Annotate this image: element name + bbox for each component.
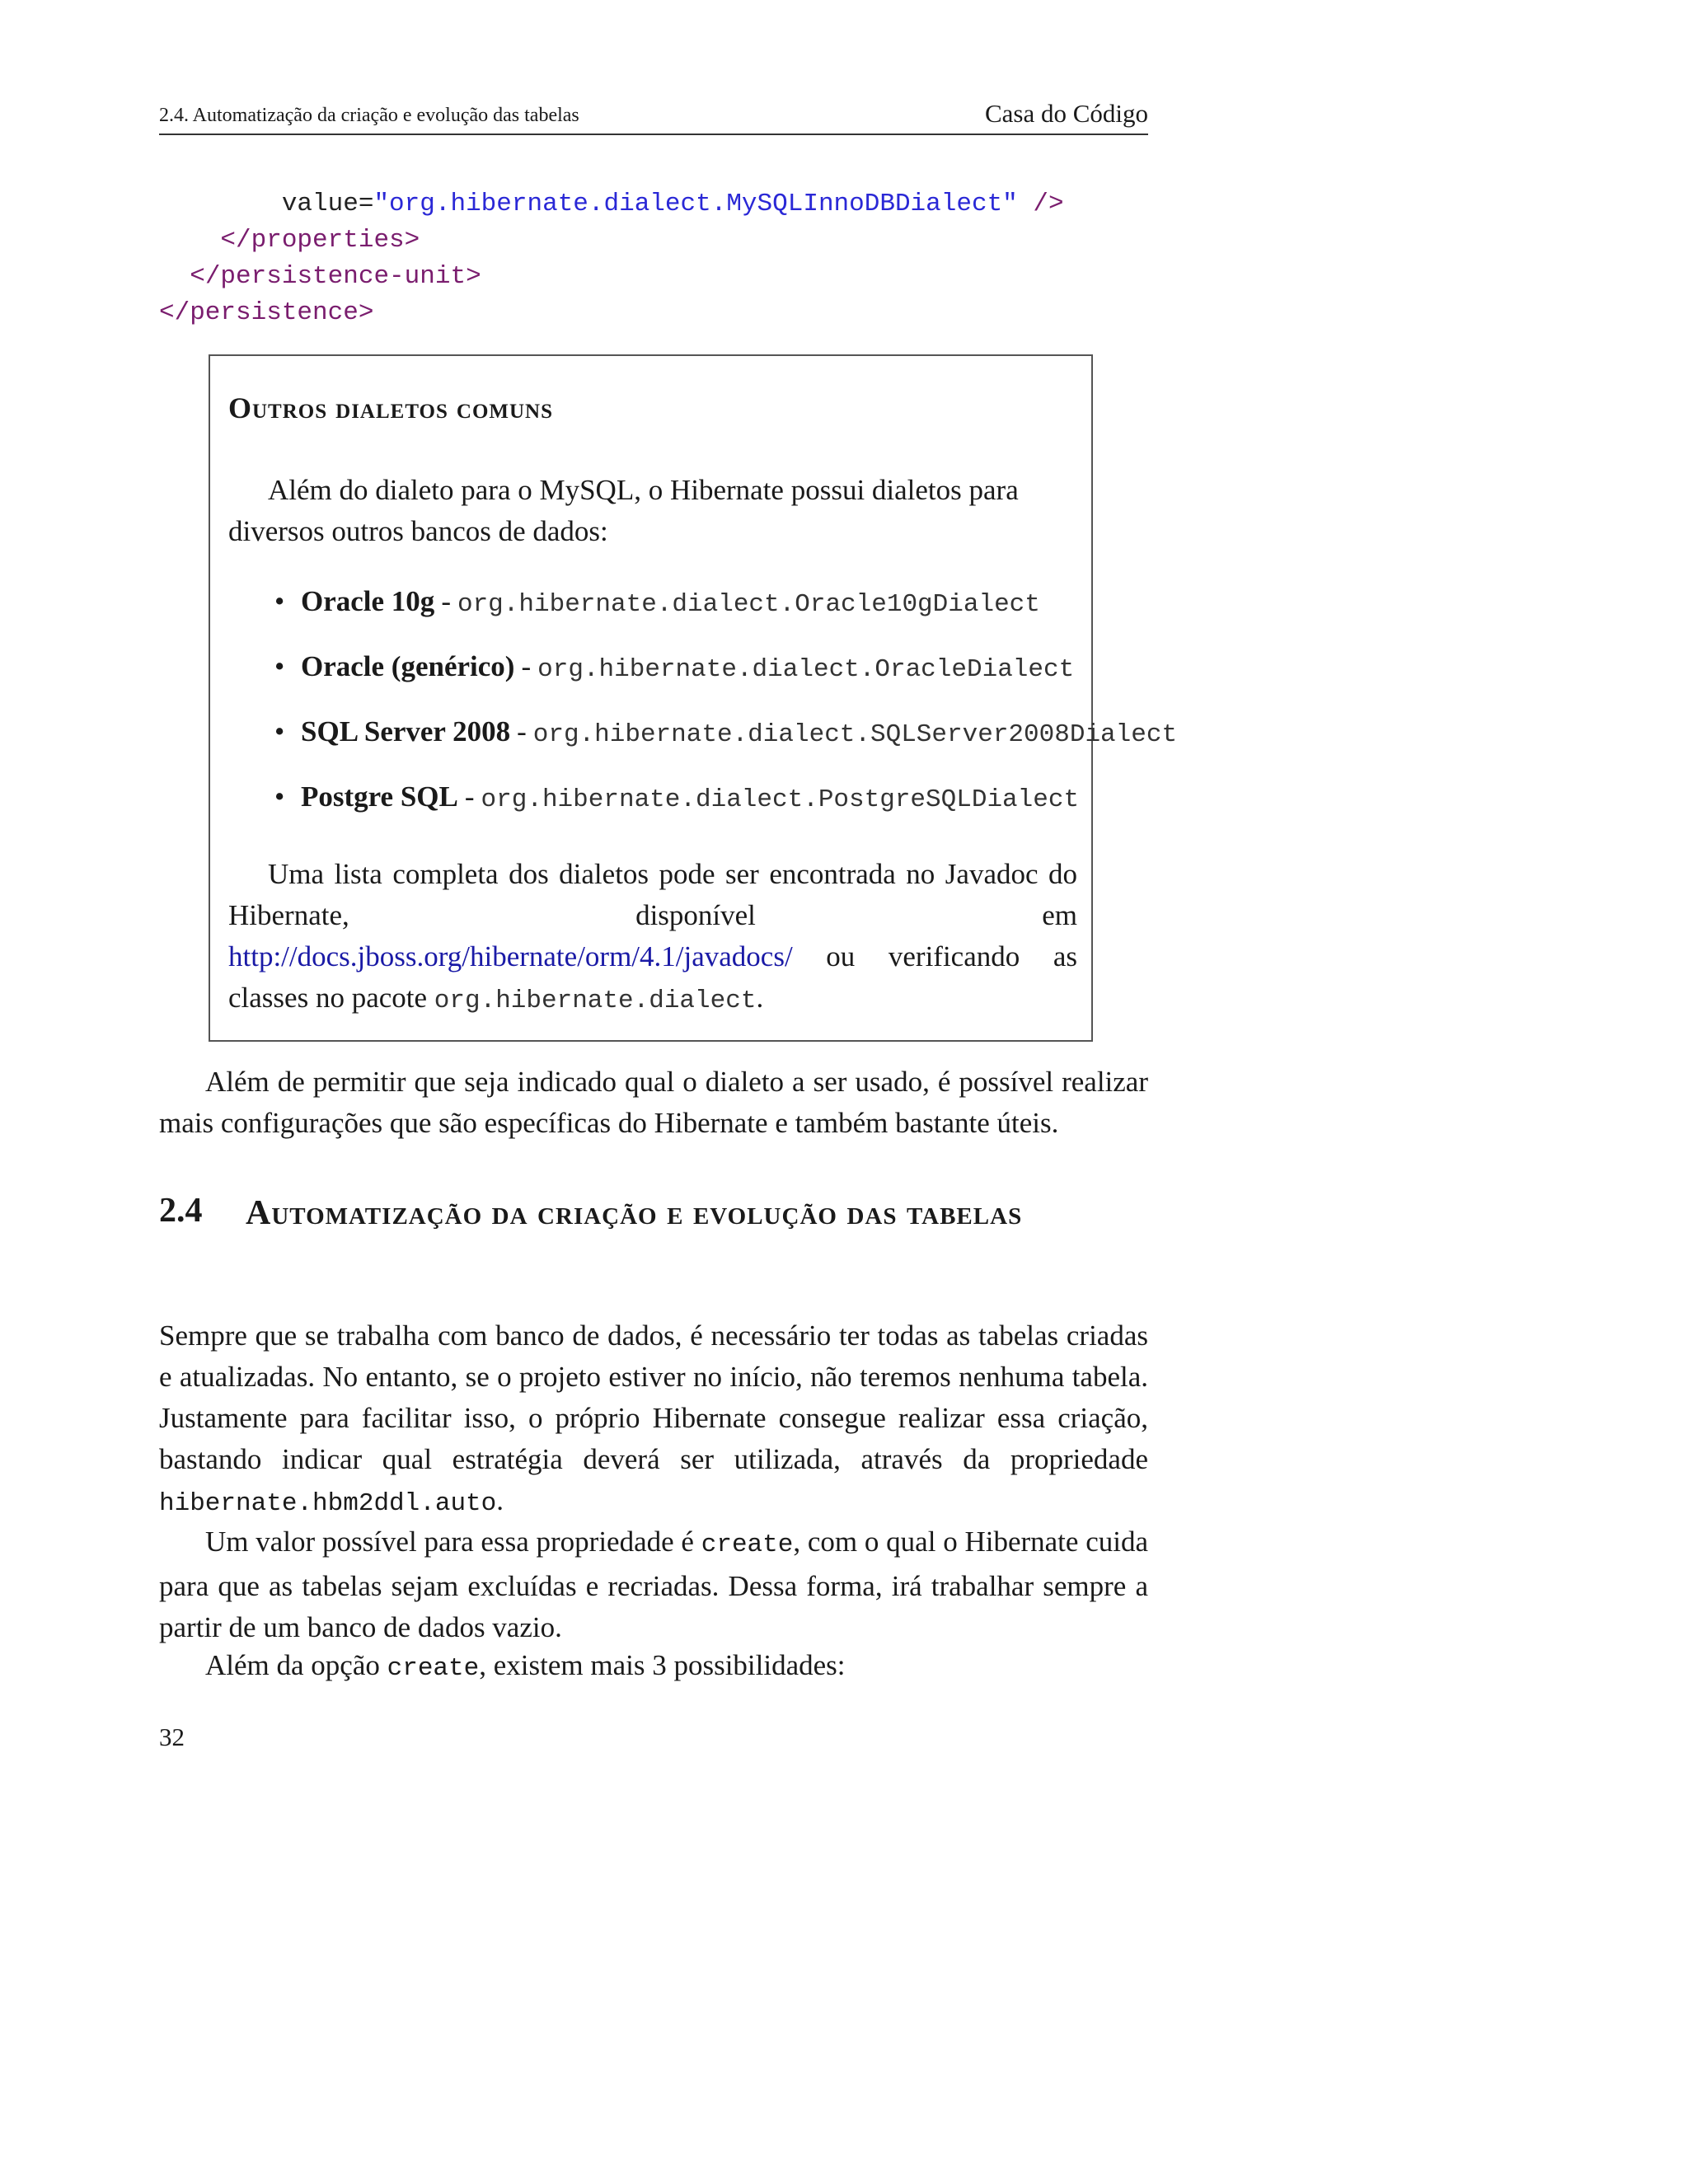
dialect-name: Postgre SQL [301, 780, 458, 813]
running-header [159, 97, 1148, 135]
code-attr: value= [281, 190, 374, 218]
p3-rest: , existem mais 3 possibilidades: [479, 1649, 846, 1681]
dialect-class: org.hibernate.dialect.Oracle10gDialect [457, 590, 1040, 619]
paragraph-2 [159, 1521, 1148, 1648]
header-section-title: 2.4. Automatização da criação e evolução das tabelas [159, 105, 579, 126]
p2-start: Um valor possível para essa propriedade é [205, 1526, 694, 1558]
header-publisher: Casa do Código [984, 99, 1148, 128]
code-close-persistence-unit: </persistence-unit> [190, 262, 481, 291]
p3-start: Além da opção [205, 1649, 380, 1681]
dialect-item [274, 585, 1428, 619]
p3-code: create [387, 1654, 480, 1683]
package-name: org.hibernate.dialect [434, 987, 757, 1015]
p1-end: . [496, 1484, 504, 1516]
dialect-class: org.hibernate.dialect.SQLServer2008Dialect [532, 720, 1178, 749]
dialect-name: Oracle (genérico) [301, 650, 515, 682]
box-title: Outros dialetos comuns [228, 391, 554, 424]
dialect-name: SQL Server 2008 [301, 715, 511, 748]
code-close-persistence: </persistence> [159, 298, 374, 327]
section-title: Automatização da criação e evolução das tabelas [246, 1194, 1023, 1232]
p2-rest: , com o qual o Hibernate cuida para que as tabelas sejam excluídas e recriadas. Dessa forma, irá trabalhar sempre a partir de um banco de dados vazio. [159, 1526, 1149, 1643]
dialect-separator: - [464, 780, 475, 813]
code-listing [159, 186, 1189, 331]
sidebar-box [209, 354, 1178, 1042]
outro-middle: ou verificando as classes no pacote [228, 940, 1077, 1014]
p1-text: Sempre que se trabalha com banco de dados, é necessário ter todas as tabelas criadas e atualizadas. No entanto, se o projeto estiver no início, não teremos nenhuma tabela. Justamente para facilitar isso, o próprio Hibernate consegue realizar essa criação, bastando indicar qual estratégia deverá ser utilizada, através da propriedade [159, 1319, 1148, 1475]
section-number: 2.4 [159, 1192, 203, 1230]
dialect-item [274, 715, 1428, 749]
dialect-class: org.hibernate.dialect.OracleDialect [537, 655, 1075, 684]
dialect-separator: - [521, 650, 532, 682]
box-intro: Além do dialeto para o MySQL, o Hibernate possui dialetos para diversos outros bancos de dados: [228, 474, 1019, 547]
bullet: • [274, 650, 285, 682]
javadoc-link[interactable]: http://docs.jboss.org/hibernate/orm/4.1/javadocs/ [228, 940, 793, 972]
dialect-separator: - [441, 585, 451, 617]
p2-code: create [701, 1530, 794, 1559]
bullet: • [274, 780, 285, 813]
box-outro [228, 854, 1077, 1022]
paragraph-3 [159, 1645, 1148, 1690]
dialect-item [274, 650, 1428, 684]
code-string: "org.hibernate.dialect.MySQLInnoDBDialect" [373, 190, 1018, 218]
paragraph-after-box: Além de permitir que seja indicado qual o dialeto a ser usado, é possível realizar mais configurações que são específicas do Hibernate e também bastante úteis. [159, 1066, 1148, 1139]
bullet: • [274, 585, 285, 617]
dialect-class: org.hibernate.dialect.PostgreSQLDialect [481, 785, 1080, 814]
paragraph-1 [159, 1315, 1148, 1525]
dialect-separator: - [517, 715, 527, 748]
code-close-properties: </properties> [220, 226, 420, 255]
dialect-item [274, 780, 1428, 814]
outro-end: . [756, 982, 764, 1014]
page-number: 32 [159, 1722, 185, 1751]
code-tag-end: /> [1017, 190, 1064, 218]
outro-text: Uma lista completa dos dialetos pode ser encontrada no Javadoc do Hibernate, disponível em [228, 858, 1077, 931]
bullet: • [274, 715, 285, 748]
dialect-name: Oracle 10g [301, 585, 435, 617]
p1-code: hibernate.hbm2ddl.auto [159, 1489, 497, 1518]
